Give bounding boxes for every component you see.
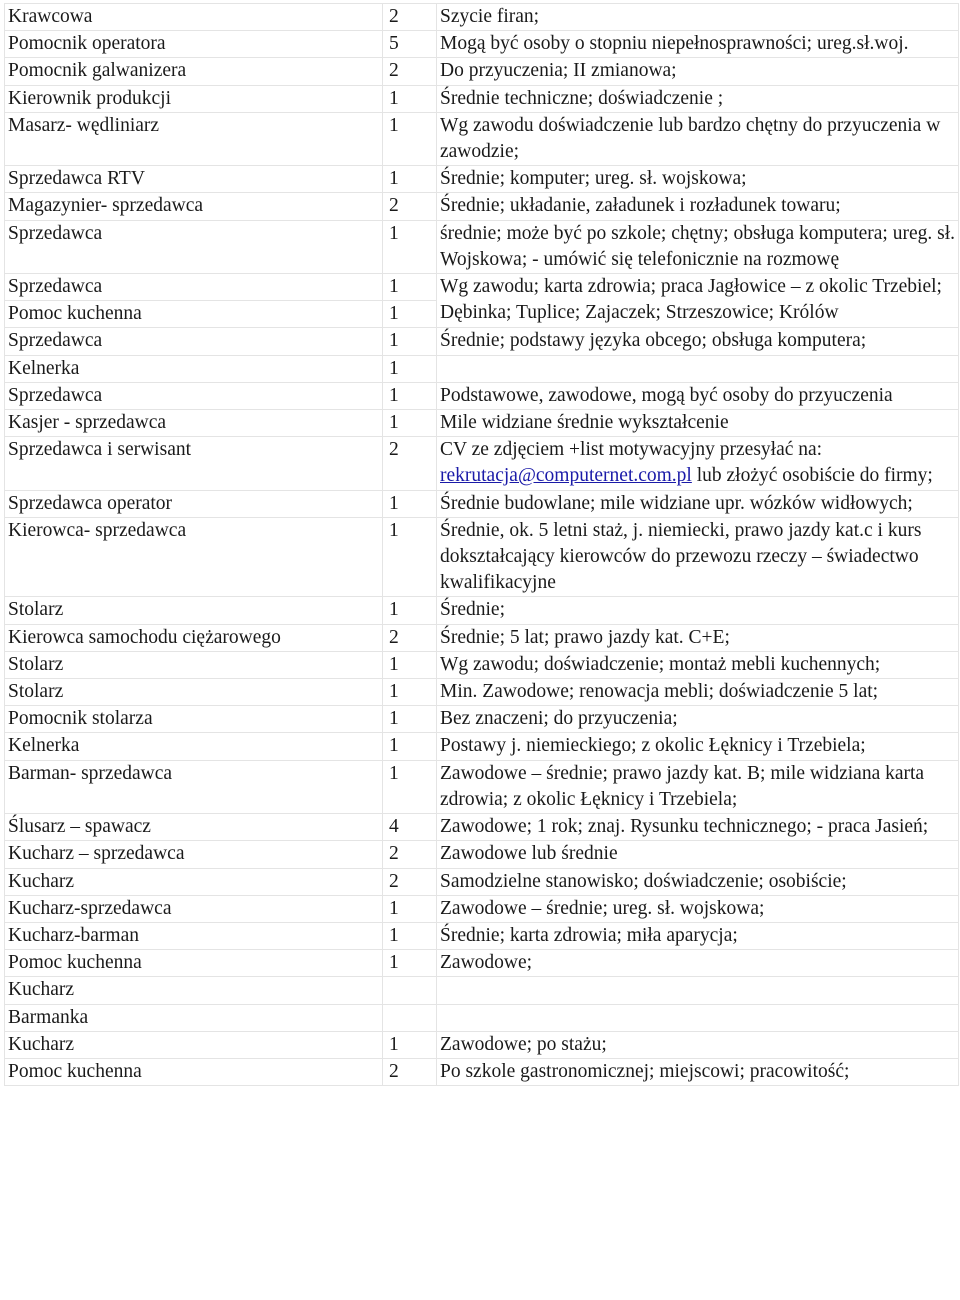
count-cell: 2 bbox=[383, 841, 437, 868]
requirements-cell: Samodzielne stanowisko; doświadczenie; osobiście; bbox=[437, 868, 959, 895]
position-cell: Sprzedawca RTV bbox=[5, 166, 383, 193]
requirements-cell: Mile widziane średnie wykształcenie bbox=[437, 410, 959, 437]
table-row bbox=[5, 274, 959, 301]
table-row bbox=[5, 355, 959, 382]
position-cell: Pomoc kuchenna bbox=[5, 1058, 383, 1085]
position-cell: Kierowca- sprzedawca bbox=[5, 517, 383, 597]
requirements-cell: Do przyuczenia; II zmianowa; bbox=[437, 58, 959, 85]
count-cell: 1 bbox=[383, 597, 437, 624]
requirements-text: CV ze zdjęciem +list motywacyjny przesyłać na: bbox=[440, 439, 823, 461]
position-cell: Kucharz bbox=[5, 868, 383, 895]
count-cell: 1 bbox=[383, 355, 437, 382]
count-cell bbox=[383, 1004, 437, 1031]
count-cell bbox=[383, 977, 437, 1004]
position-cell: Pomoc kuchenna bbox=[5, 950, 383, 977]
table-row bbox=[5, 814, 959, 841]
position-cell: Pomocnik galwanizera bbox=[5, 58, 383, 85]
requirements-cell: Średnie; komputer; ureg. sł. wojskowa; bbox=[437, 166, 959, 193]
count-cell: 1 bbox=[383, 382, 437, 409]
table-row bbox=[5, 841, 959, 868]
position-cell: Stolarz bbox=[5, 651, 383, 678]
position-cell: Sprzedawca bbox=[5, 274, 383, 301]
table-row bbox=[5, 382, 959, 409]
table-row bbox=[5, 193, 959, 220]
position-cell: Sprzedawca bbox=[5, 328, 383, 355]
table-row bbox=[5, 624, 959, 651]
position-cell: Stolarz bbox=[5, 679, 383, 706]
job-offers-table bbox=[4, 3, 959, 1086]
requirements-cell: Średnie; bbox=[437, 597, 959, 624]
count-cell: 1 bbox=[383, 950, 437, 977]
position-cell: Masarz- wędliniarz bbox=[5, 112, 383, 165]
position-cell: Krawcowa bbox=[5, 4, 383, 31]
requirements-cell: Mogą być osoby o stopniu niepełnosprawności; ureg.sł.woj. bbox=[437, 31, 959, 58]
position-cell: Kucharz-sprzedawca bbox=[5, 895, 383, 922]
position-cell: Kucharz – sprzedawca bbox=[5, 841, 383, 868]
count-cell: 1 bbox=[383, 1031, 437, 1058]
position-cell: Pomocnik stolarza bbox=[5, 706, 383, 733]
requirements-cell bbox=[437, 355, 959, 382]
count-cell: 1 bbox=[383, 706, 437, 733]
requirements-cell: Wg zawodu; karta zdrowia; praca Jagłowice – z okolic Trzebiel; Dębinka; Tuplice; Zajaczek; Strzeszowice; Królów bbox=[437, 274, 959, 328]
requirements-cell: Średnie; karta zdrowia; miła aparycja; bbox=[437, 922, 959, 949]
position-cell: Sprzedawca bbox=[5, 382, 383, 409]
table-row bbox=[5, 679, 959, 706]
requirements-text-cont: lub złożyć osobiście do firmy; bbox=[691, 465, 933, 487]
count-cell: 1 bbox=[383, 922, 437, 949]
count-cell: 5 bbox=[383, 31, 437, 58]
table-row bbox=[5, 85, 959, 112]
count-cell: 1 bbox=[383, 651, 437, 678]
position-cell: Kucharz-barman bbox=[5, 922, 383, 949]
position-cell: Sprzedawca i serwisant bbox=[5, 437, 383, 490]
count-cell: 1 bbox=[383, 85, 437, 112]
table-row bbox=[5, 868, 959, 895]
requirements-cell: Zawodowe lub średnie bbox=[437, 841, 959, 868]
table-row bbox=[5, 517, 959, 597]
email-link[interactable]: rekrutacja@computernet.com.pl bbox=[440, 465, 692, 487]
requirements-cell: Zawodowe; bbox=[437, 950, 959, 977]
requirements-cell: Wg zawodu doświadczenie lub bardzo chętny do przyuczenia w zawodzie; bbox=[437, 112, 959, 165]
requirements-cell bbox=[437, 977, 959, 1004]
requirements-cell: Postawy j. niemieckiego; z okolic Łęknicy i Trzebiela; bbox=[437, 733, 959, 760]
count-cell: 1 bbox=[383, 410, 437, 437]
table-row bbox=[5, 760, 959, 813]
position-cell: Magazynier- sprzedawca bbox=[5, 193, 383, 220]
requirements-cell: Zawodowe; 1 rok; znaj. Rysunku technicznego; - praca Jasień; bbox=[437, 814, 959, 841]
table-row bbox=[5, 490, 959, 517]
table-row bbox=[5, 112, 959, 165]
position-cell: Barmanka bbox=[5, 1004, 383, 1031]
table-row bbox=[5, 733, 959, 760]
table-row bbox=[5, 597, 959, 624]
requirements-cell: Zawodowe – średnie; prawo jazdy kat. B; mile widziana karta zdrowia; z okolic Łęknicy i Trzebiela; bbox=[437, 760, 959, 813]
count-cell: 2 bbox=[383, 58, 437, 85]
table-row bbox=[5, 166, 959, 193]
table-row bbox=[5, 922, 959, 949]
position-cell: Kelnerka bbox=[5, 355, 383, 382]
position-cell: Barman- sprzedawca bbox=[5, 760, 383, 813]
table-row bbox=[5, 328, 959, 355]
requirements-cell: Podstawowe, zawodowe, mogą być osoby do przyuczenia bbox=[437, 382, 959, 409]
position-cell: Sprzedawca operator bbox=[5, 490, 383, 517]
count-cell: 1 bbox=[383, 220, 437, 273]
count-cell: 2 bbox=[383, 437, 437, 490]
requirements-cell: Średnie, ok. 5 letni staż, j. niemiecki, prawo jazdy kat.c i kurs dokształcający kierowców do przewozu rzeczy – świadectwo kwalifikacyjne bbox=[437, 517, 959, 597]
table-row bbox=[5, 977, 959, 1004]
requirements-cell: Średnie; 5 lat; prawo jazdy kat. C+E; bbox=[437, 624, 959, 651]
count-cell: 1 bbox=[383, 274, 437, 301]
requirements-cell: Bez znaczeni; do przyuczenia; bbox=[437, 706, 959, 733]
requirements-cell bbox=[437, 1004, 959, 1031]
requirements-cell: Średnie; podstawy języka obcego; obsługa komputera; bbox=[437, 328, 959, 355]
count-cell: 1 bbox=[383, 517, 437, 597]
count-cell: 1 bbox=[383, 328, 437, 355]
count-cell: 1 bbox=[383, 490, 437, 517]
count-cell: 4 bbox=[383, 814, 437, 841]
count-cell: 1 bbox=[383, 301, 437, 328]
requirements-cell: Zawodowe; po stażu; bbox=[437, 1031, 959, 1058]
position-cell: Kucharz bbox=[5, 1031, 383, 1058]
requirements-cell: Min. Zawodowe; renowacja mebli; doświadczenie 5 lat; bbox=[437, 679, 959, 706]
table-row bbox=[5, 706, 959, 733]
requirements-cell: Wg zawodu; doświadczenie; montaż mebli kuchennych; bbox=[437, 651, 959, 678]
count-cell: 1 bbox=[383, 733, 437, 760]
position-cell: Pomoc kuchenna bbox=[5, 301, 383, 328]
table-row bbox=[5, 31, 959, 58]
table-row bbox=[5, 1031, 959, 1058]
count-cell: 2 bbox=[383, 868, 437, 895]
count-cell: 1 bbox=[383, 895, 437, 922]
table-row bbox=[5, 1058, 959, 1085]
count-cell: 2 bbox=[383, 193, 437, 220]
requirements-cell: Średnie techniczne; doświadczenie ; bbox=[437, 85, 959, 112]
requirements-cell: Po szkole gastronomicznej; miejscowi; pracowitość; bbox=[437, 1058, 959, 1085]
count-cell: 2 bbox=[383, 624, 437, 651]
count-cell: 1 bbox=[383, 760, 437, 813]
position-cell: Kucharz bbox=[5, 977, 383, 1004]
position-cell: Kasjer - sprzedawca bbox=[5, 410, 383, 437]
position-cell: Kierowca samochodu ciężarowego bbox=[5, 624, 383, 651]
table-row bbox=[5, 220, 959, 273]
table-row bbox=[5, 58, 959, 85]
requirements-cell: Średnie budowlane; mile widziane upr. wózków widłowych; bbox=[437, 490, 959, 517]
table-row bbox=[5, 4, 959, 31]
position-cell: Pomocnik operatora bbox=[5, 31, 383, 58]
position-cell: Kelnerka bbox=[5, 733, 383, 760]
count-cell: 1 bbox=[383, 166, 437, 193]
position-cell: Sprzedawca bbox=[5, 220, 383, 273]
requirements-cell bbox=[437, 437, 959, 490]
count-cell: 2 bbox=[383, 1058, 437, 1085]
table-row bbox=[5, 950, 959, 977]
table-row bbox=[5, 651, 959, 678]
table-row bbox=[5, 1004, 959, 1031]
requirements-cell: Zawodowe – średnie; ureg. sł. wojskowa; bbox=[437, 895, 959, 922]
position-cell: Ślusarz – spawacz bbox=[5, 814, 383, 841]
count-cell: 1 bbox=[383, 112, 437, 165]
requirements-cell: Szycie firan; bbox=[437, 4, 959, 31]
count-cell: 1 bbox=[383, 679, 437, 706]
position-cell: Stolarz bbox=[5, 597, 383, 624]
position-cell: Kierownik produkcji bbox=[5, 85, 383, 112]
table-row bbox=[5, 410, 959, 437]
table-row bbox=[5, 895, 959, 922]
requirements-cell: średnie; może być po szkole; chętny; obsługa komputera; ureg. sł. Wojskowa; - umówić się telefonicznie na rozmowę bbox=[437, 220, 959, 273]
count-cell: 2 bbox=[383, 4, 437, 31]
requirements-cell: Średnie; układanie, załadunek i rozładunek towaru; bbox=[437, 193, 959, 220]
table-row bbox=[5, 437, 959, 490]
